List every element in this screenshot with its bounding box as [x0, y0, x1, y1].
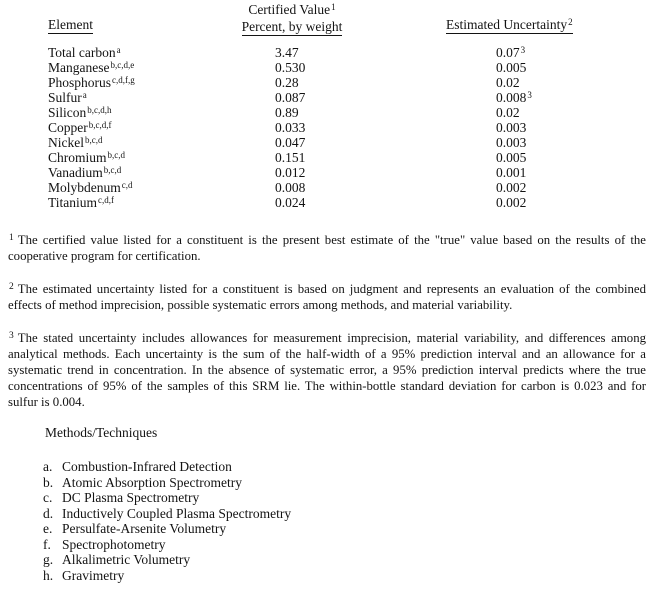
- table-row: [0, 135, 652, 150]
- uncertainty-value: 0.003: [496, 120, 527, 135]
- method-label: Alkalimetric Volumetry: [62, 552, 191, 567]
- footnote-marker: 2: [9, 282, 14, 292]
- element-method-markers: b,c,d,e: [110, 59, 135, 70]
- element-method-markers: b,c,d,h: [87, 104, 112, 115]
- certified-value-cell: [275, 105, 496, 120]
- uncertainty-value: 0.005: [496, 150, 527, 165]
- uncertainty-cell: [496, 150, 652, 165]
- uncertainty-value: 0.005: [496, 60, 527, 75]
- element-name: Copper: [48, 120, 88, 135]
- element-name: Nickel: [48, 135, 84, 150]
- table-header: [0, 0, 652, 40]
- method-label: Combustion-Infrared Detection: [62, 459, 232, 474]
- method-label: Inductively Coupled Plasma Spectrometry: [62, 505, 292, 521]
- method-letter: c.: [43, 490, 53, 505]
- element-method-markers: c,d,f: [98, 194, 115, 205]
- method-letter: f.: [43, 536, 51, 552]
- method-item: [43, 552, 652, 568]
- method-item: [43, 506, 652, 522]
- table-row: [0, 105, 652, 120]
- element-name: Molybdenum: [48, 180, 121, 195]
- method-letter: h.: [43, 567, 54, 583]
- footnote-text: The estimated uncertainty listed for a constituent is based on judgment and represents an evaluation of the combined effects of method imprecision, possible systematic errors among methods, and material variability.: [8, 282, 646, 312]
- certified-value-cell: [275, 60, 496, 75]
- uncertainty-value: 0.07: [496, 45, 520, 60]
- method-letter: g.: [43, 552, 54, 567]
- element-name: Phosphorus: [48, 75, 112, 90]
- method-letter: e.: [43, 521, 53, 536]
- element-cell: [48, 105, 275, 120]
- element-method-markers: b,c,d: [103, 164, 122, 175]
- methods-heading: Methods/Techniques: [45, 425, 158, 440]
- estimated-uncertainty-label: Estimated Uncertainty: [446, 17, 568, 32]
- methods-list: [43, 459, 652, 583]
- footnote: [8, 232, 646, 264]
- uncertainty-value: 0.002: [496, 180, 527, 195]
- footnotes: [8, 232, 646, 410]
- certified-value-cell: [275, 75, 496, 90]
- table-row: [0, 45, 652, 60]
- element-cell: [48, 135, 275, 150]
- footnote-marker-1-ref: 1: [331, 1, 336, 12]
- element-cell: [48, 120, 275, 135]
- uncertainty-cell: [496, 75, 652, 90]
- method-item: [43, 568, 652, 584]
- column-header-element: [48, 17, 93, 33]
- certified-value: 0.047: [275, 135, 306, 150]
- certified-value-cell: [275, 90, 496, 105]
- column-header-estimated-uncertainty: [446, 17, 573, 33]
- certified-values-table: [0, 0, 652, 210]
- uncertainty-cell: [496, 90, 652, 105]
- method-label: DC Plasma Spectrometry: [62, 490, 200, 505]
- element-cell: [48, 75, 275, 90]
- footnote-text: The certified value listed for a constituent is the present best estimate of the "true" value based on the results of the cooperative program for certification.: [8, 233, 646, 263]
- uncertainty-cell: [496, 195, 652, 210]
- table-row: [0, 75, 652, 90]
- table-row: [0, 195, 652, 210]
- method-item: [43, 475, 652, 491]
- certified-value: 0.008: [275, 180, 306, 195]
- element-cell: [48, 150, 275, 165]
- certified-value: 0.89: [275, 105, 299, 120]
- table-row: [0, 120, 652, 135]
- column-header-certified-value: [232, 1, 352, 35]
- uncertainty-cell: [496, 135, 652, 150]
- table-row: [0, 60, 652, 75]
- uncertainty-value: 0.001: [496, 165, 527, 180]
- element-name: Titanium: [48, 195, 98, 210]
- certified-value-header-line2: [232, 18, 352, 35]
- certified-value-cell: [275, 150, 496, 165]
- percent-by-weight-label: Percent, by weight: [241, 19, 343, 34]
- certified-value: 0.033: [275, 120, 306, 135]
- method-label: Spectrophotometry: [62, 536, 166, 552]
- method-letter: a.: [43, 459, 53, 474]
- footnote: [8, 281, 646, 313]
- certified-value-cell: [275, 45, 496, 60]
- element-cell: [48, 60, 275, 75]
- certified-value-cell: [275, 180, 496, 195]
- uncertainty-footnote-marker: 3: [527, 89, 532, 100]
- certified-value: 0.28: [275, 75, 299, 90]
- footnote-marker: 1: [9, 233, 14, 243]
- method-item: [43, 537, 652, 553]
- uncertainty-cell: [496, 60, 652, 75]
- element-cell: [48, 45, 275, 60]
- uncertainty-value: 0.003: [496, 135, 527, 150]
- method-letter: b.: [43, 474, 54, 490]
- element-name: Vanadium: [48, 165, 103, 180]
- element-name: Silicon: [48, 105, 87, 120]
- certified-value: 0.024: [275, 195, 306, 210]
- table-row: [0, 150, 652, 165]
- uncertainty-value: 0.008: [496, 90, 527, 105]
- certified-value: 3.47: [275, 45, 299, 60]
- uncertainty-cell: [496, 105, 652, 120]
- certified-value-cell: [275, 195, 496, 210]
- footnote-marker-2-ref: 2: [568, 16, 573, 27]
- element-method-markers: b,c,d,f: [88, 119, 112, 130]
- element-method-markers: b,c,d: [85, 134, 103, 145]
- certified-value: 0.012: [275, 165, 306, 180]
- certified-value-cell: [275, 135, 496, 150]
- table-row: [0, 90, 652, 105]
- uncertainty-cell: [496, 165, 652, 180]
- estimated-uncertainty-underline: [446, 17, 573, 34]
- element-cell: [48, 195, 275, 210]
- element-method-markers: c,d,f,g: [112, 74, 135, 85]
- element-header-label: Element: [48, 17, 93, 32]
- method-item: [43, 521, 652, 537]
- certified-value: 0.151: [275, 150, 306, 165]
- certified-value-cell: [275, 165, 496, 180]
- element-method-markers: a: [82, 89, 87, 100]
- element-table-body: [0, 45, 652, 210]
- footnote-marker: 3: [9, 331, 14, 341]
- element-name: Chromium: [48, 150, 107, 165]
- method-item: [43, 459, 652, 475]
- certified-value-header-line1: [232, 1, 352, 18]
- certified-value-label: Certified Value: [248, 2, 331, 17]
- element-method-markers: b,c,d: [107, 149, 126, 160]
- element-method-markers: a: [116, 44, 121, 55]
- element-cell: [48, 165, 275, 180]
- uncertainty-value: 0.02: [496, 75, 520, 90]
- certified-value: 0.530: [275, 60, 306, 75]
- uncertainty-cell: [496, 45, 652, 60]
- uncertainty-cell: [496, 120, 652, 135]
- footnote: [8, 330, 646, 410]
- method-item: [43, 490, 652, 506]
- element-name: Sulfur: [48, 90, 82, 105]
- uncertainty-value: 0.02: [496, 105, 520, 120]
- uncertainty-cell: [496, 180, 652, 195]
- table-row: [0, 180, 652, 195]
- uncertainty-value: 0.002: [496, 195, 527, 210]
- certified-value: 0.087: [275, 90, 306, 105]
- footnote-text: The stated uncertainty includes allowances for measurement imprecision, material variability, and differences among analytical methods. Each uncertainty is the sum of the half-width of a 95% prediction interval and an allowance for a systematic trend in concentration. In the absence of systematic error, a 95% prediction interval predicts where the true concentrations of 95% of the samples of this SRM lie. The within-bottle standard deviation for carbon is 0.023 and for sulfur is 0.004.: [8, 331, 646, 409]
- method-label: Persulfate-Arsenite Volumetry: [62, 521, 227, 536]
- element-cell: [48, 90, 275, 105]
- method-letter: d.: [43, 505, 54, 521]
- uncertainty-footnote-marker: 3: [520, 44, 526, 55]
- element-method-markers: c,d: [121, 179, 133, 190]
- table-row: [0, 165, 652, 180]
- methods-section: [43, 425, 652, 583]
- element-name: Total carbon: [48, 45, 116, 60]
- method-label: Atomic Absorption Spectrometry: [62, 474, 242, 490]
- certified-value-cell: [275, 120, 496, 135]
- element-name: Manganese: [48, 60, 110, 75]
- element-cell: [48, 180, 275, 195]
- method-label: Gravimetry: [62, 567, 125, 583]
